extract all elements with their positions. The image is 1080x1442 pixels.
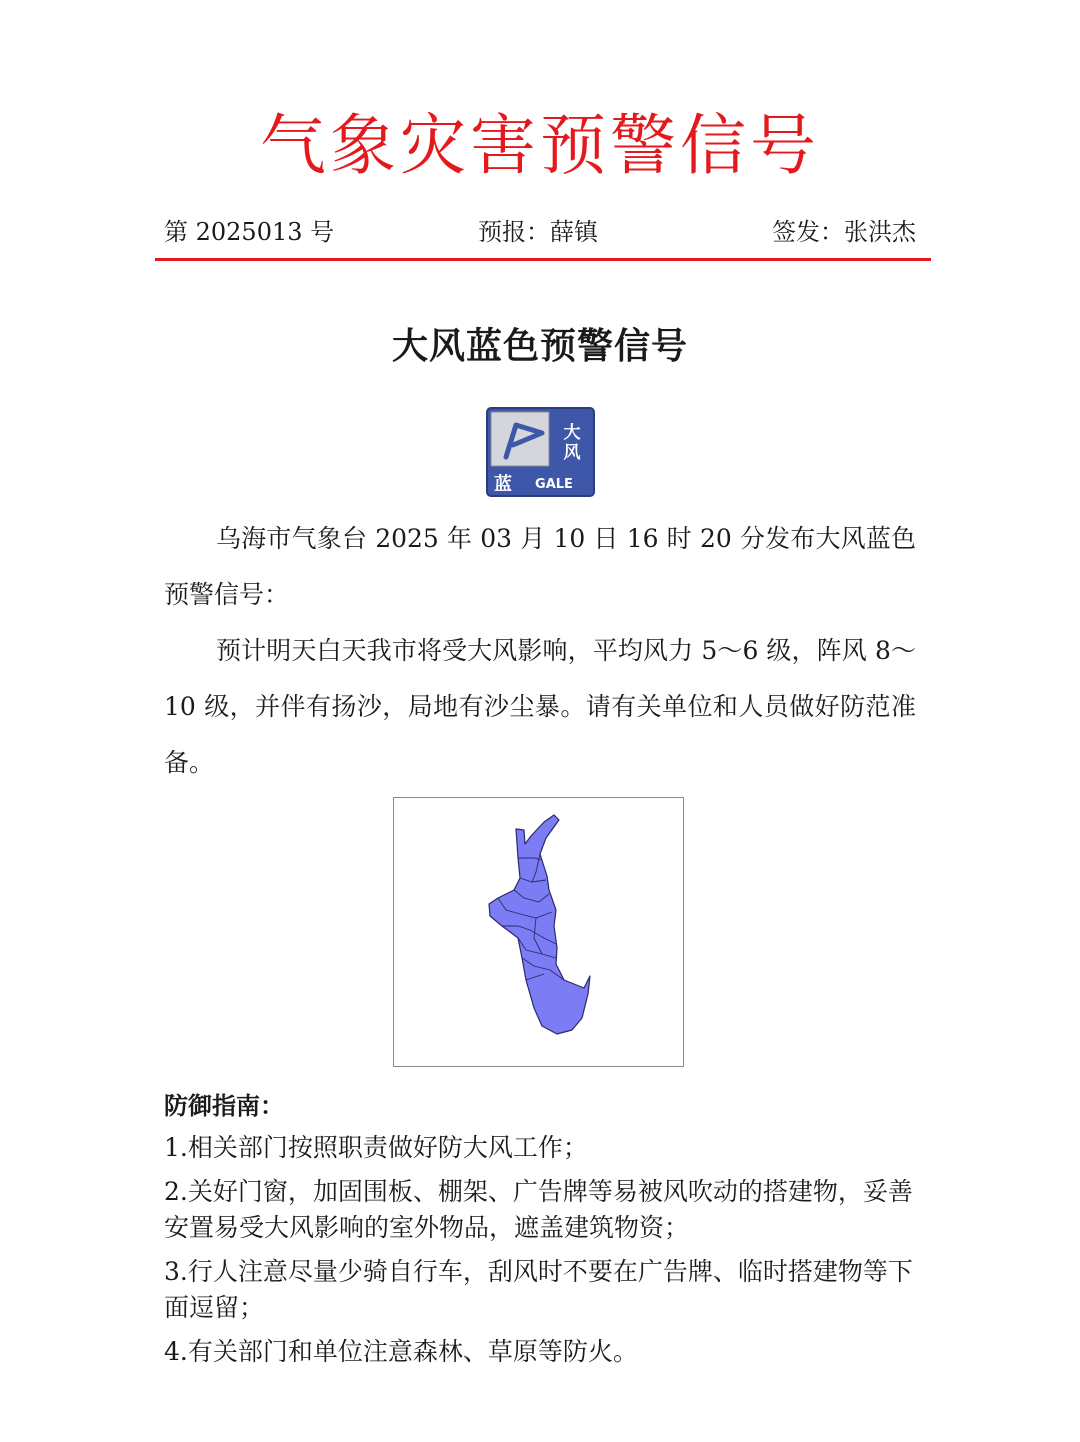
guide-item: 4.有关部门和单位注意森林、草原等防火。 — [164, 1337, 638, 1366]
issue-number: 第 2025013 号 — [164, 218, 335, 246]
signal-level-char: 蓝 — [494, 474, 512, 495]
guide-list — [164, 1130, 924, 1378]
guide-item: 1.相关部门按照职责做好防大风工作； — [164, 1133, 588, 1162]
signal-english: GALE — [535, 477, 573, 492]
region-outline — [489, 815, 590, 1034]
signer: 签发：张洪杰 — [772, 218, 916, 246]
red-divider — [155, 258, 931, 261]
guide-item: 3.行人注意尽量少骑自行车，刮风时不要在广告牌、临时搭建物等下面逗留； — [164, 1257, 913, 1322]
body-paragraph-2: 预计明天白天我市将受大风影响，平均风力 5～6 级，阵风 8～10 级，并伴有扬沙，局地有沙尘暴。请有关单位和人员做好防范准备。 — [164, 636, 916, 777]
guide-item: 2.关好门窗，加固围板、棚架、广告牌等易被风吹动的搭建物，妥善安置易受大风影响的室外物品，遮盖建筑物资； — [164, 1177, 913, 1242]
forecaster: 预报：薛镇 — [478, 218, 598, 246]
warning-area-map — [393, 797, 684, 1067]
body-paragraph-1: 乌海市气象台 2025 年 03 月 10 日 16 时 20 分发布大风蓝色预警信号： — [164, 524, 916, 609]
signal-type-char-1: 大 — [563, 423, 581, 443]
signal-type-char-2: 风 — [563, 443, 581, 463]
meta-row — [164, 212, 916, 252]
map-shape — [394, 798, 685, 1068]
guide-heading: 防御指南： — [164, 1091, 284, 1120]
masthead-title: 气象灾害预警信号 — [260, 107, 820, 184]
warning-title: 大风蓝色预警信号 — [391, 325, 688, 367]
gale-blue-signal-icon — [486, 407, 595, 497]
